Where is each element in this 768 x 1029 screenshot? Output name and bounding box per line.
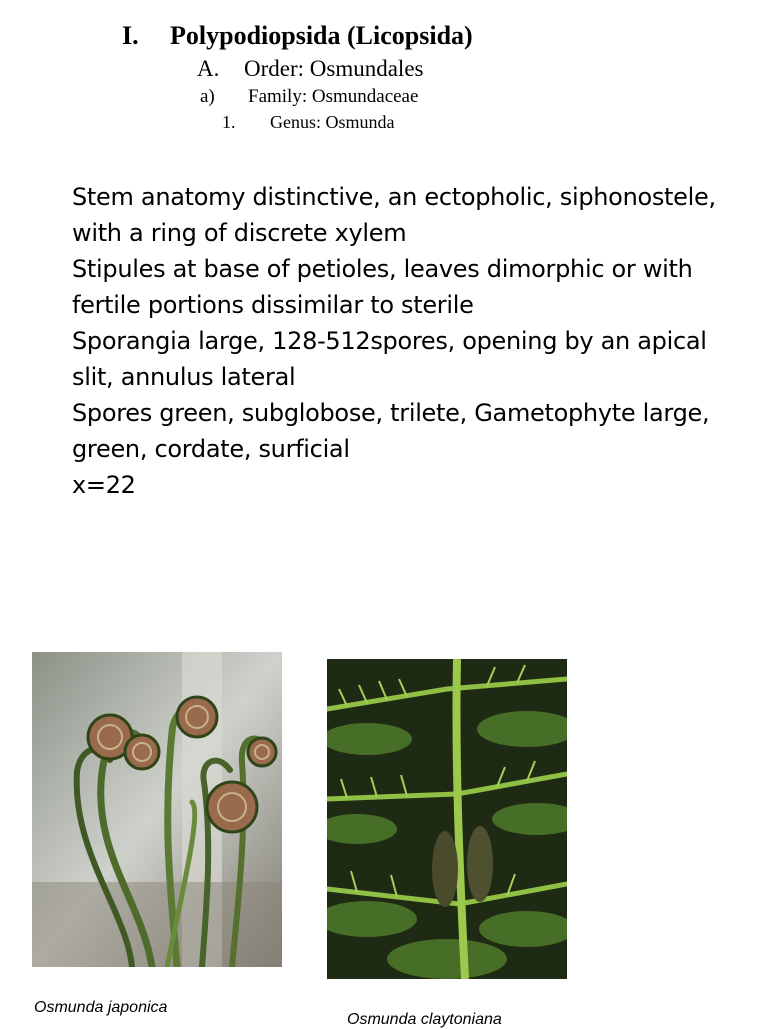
fern-frond-photo <box>327 659 567 979</box>
outline-letter: A. <box>197 56 220 81</box>
outline-sub-number: 1. <box>222 112 236 132</box>
class-heading: Polypodiopsida (Licopsida) <box>170 21 473 50</box>
chromosome-number: x=22 <box>72 471 136 499</box>
outline-sub-letter: a) <box>200 86 215 107</box>
outline-level-1 <box>122 21 473 51</box>
description-block <box>72 179 752 503</box>
description-line: Spores green, subglobose, trilete, Gametophyte large, green, cordate, surficial <box>72 399 710 463</box>
order-heading: Order: Osmundales <box>244 56 424 81</box>
outline-level-4 <box>222 112 395 133</box>
outline-level-2 <box>197 56 424 82</box>
description-line: Stem anatomy distinctive, an ectopholic, siphonostele, with a ring of discrete xylem <box>72 183 716 247</box>
outline-number: I. <box>122 21 139 50</box>
family-heading: Family: Osmundaceae <box>248 86 419 107</box>
figure-caption: Osmunda japonica <box>34 999 168 1016</box>
outline-level-3 <box>200 86 418 108</box>
fiddlehead-photo <box>32 652 282 967</box>
description-line: Sporangia large, 128-512spores, opening by an apical slit, annulus lateral <box>72 327 707 391</box>
genus-heading: Genus: Osmunda <box>270 112 395 132</box>
figure-caption: Osmunda claytoniana <box>347 1011 502 1028</box>
description-line: Stipules at base of petioles, leaves dimorphic or with fertile portions dissimilar to sterile <box>72 255 693 319</box>
